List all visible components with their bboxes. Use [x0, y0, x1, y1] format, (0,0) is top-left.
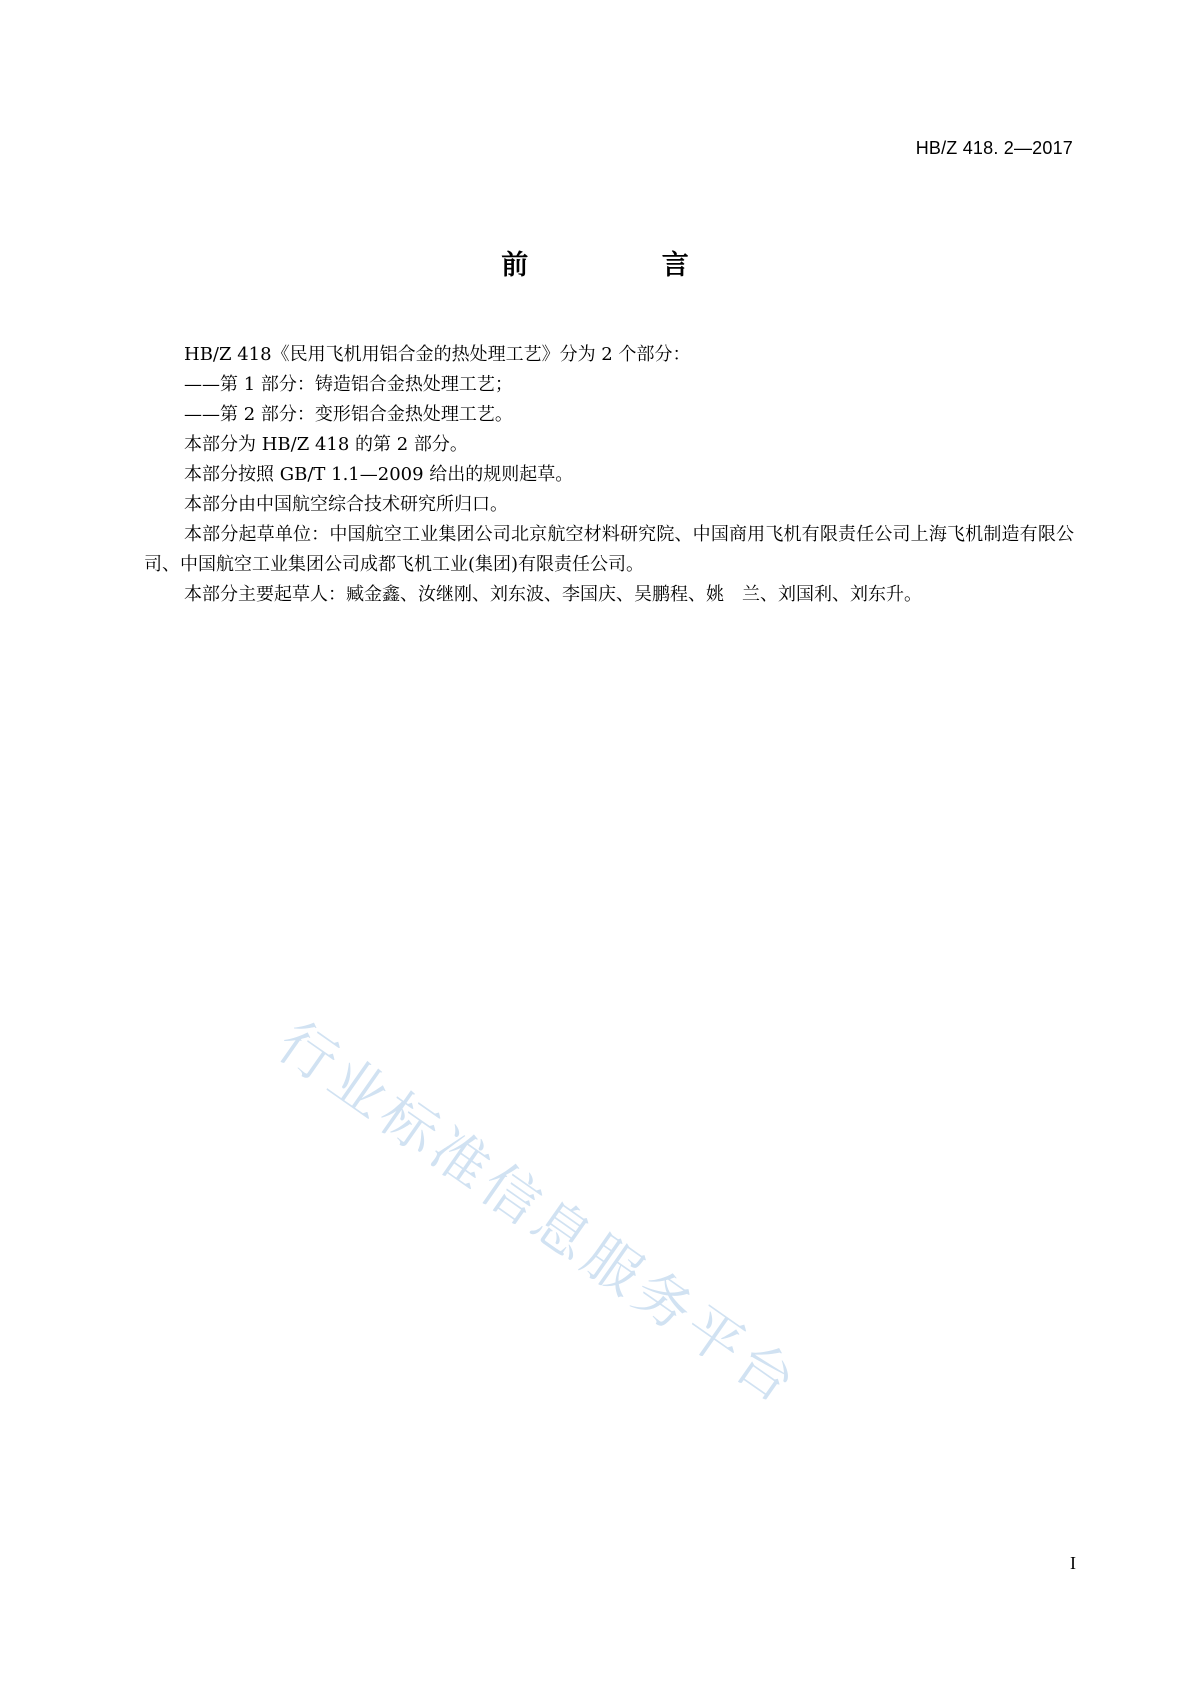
paragraph-parts-intro: HB/Z 418《民用飞机用铝合金的热处理工艺》分为 2 个部分：: [184, 344, 691, 365]
standard-number: HB/Z 418. 2—2017: [915, 138, 1073, 158]
paragraph-drafters: 本部分主要起草人：臧金鑫、汝继刚、刘东波、李国庆、吴鹏程、姚 兰、刘国利、刘东升。: [184, 584, 922, 605]
paragraph-administration: 本部分由中国航空综合技术研究所归口。: [184, 494, 508, 515]
foreword-body: [144, 340, 1074, 610]
paragraph-this-part: 本部分为 HB/Z 418 的第 2 部分。: [184, 434, 468, 455]
paragraph-part-2: ——第 2 部分：变形铝合金热处理工艺。: [184, 404, 513, 425]
page-number: I: [1070, 1553, 1076, 1573]
paragraph-part-1: ——第 1 部分：铸造铝合金热处理工艺；: [184, 374, 513, 395]
paragraph-drafting-rules: 本部分按照 GB/T 1.1—2009 给出的规则起草。: [184, 464, 574, 485]
watermark: 行业标准信息服务平台: [265, 1009, 811, 1419]
paragraph-drafting-units: 本部分起草单位：中国航空工业集团公司北京航空材料研究院、中国商用飞机有限责任公司上海飞机制造有限公司、中国航空工业集团公司成都飞机工业(集团)有限责任公司。: [144, 524, 1074, 575]
page-title: 前 言: [501, 250, 751, 281]
